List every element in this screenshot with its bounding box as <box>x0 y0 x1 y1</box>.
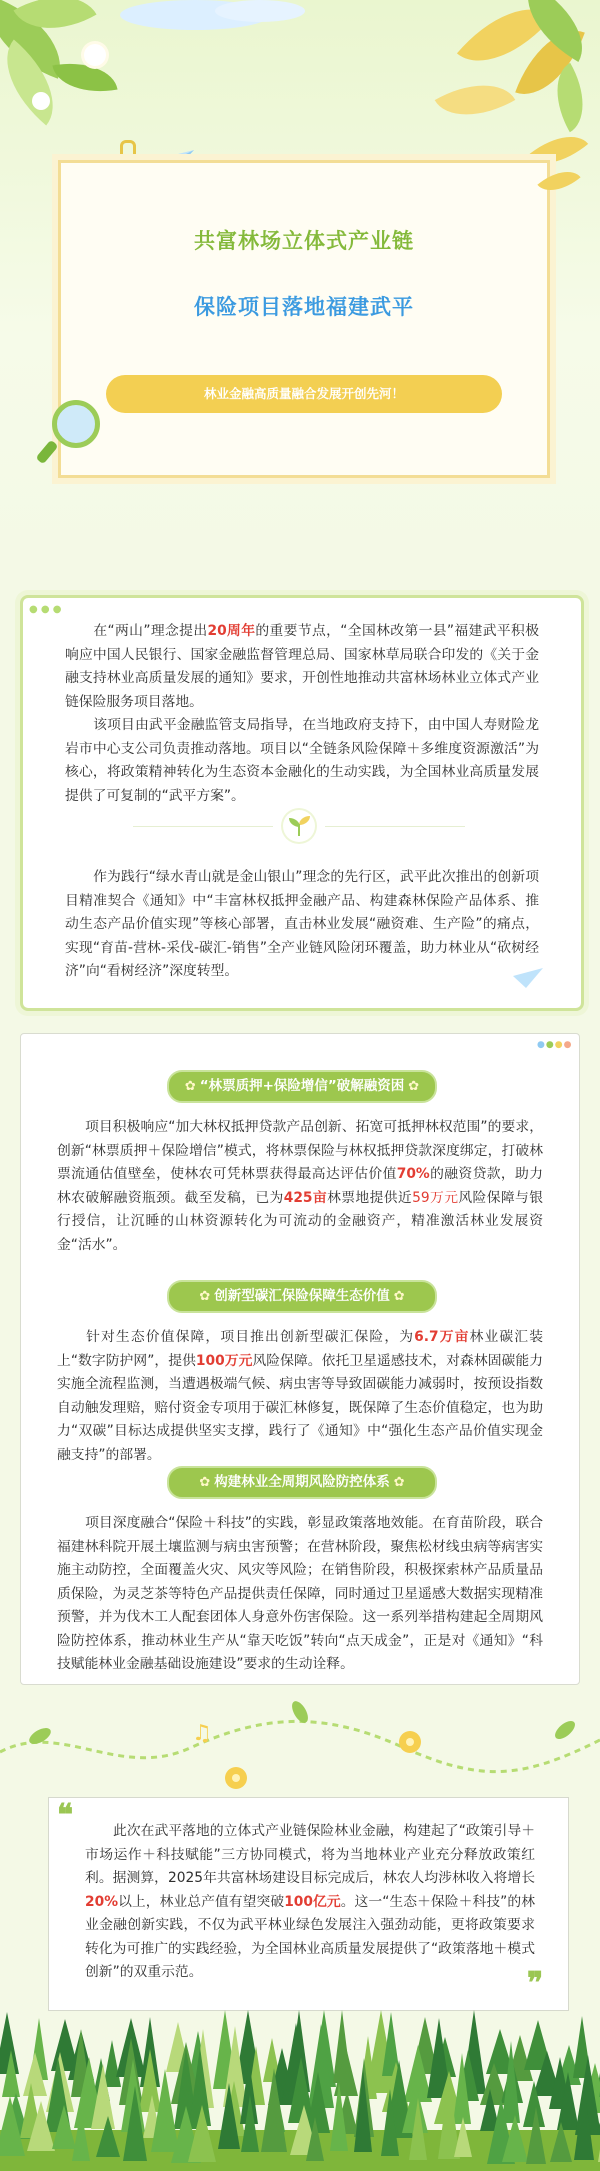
tree-decoration <box>2 2050 20 2097</box>
tree-decoration <box>123 2086 147 2161</box>
tree-decoration <box>27 2101 55 2151</box>
tree-decoration <box>261 2068 287 2152</box>
tree-decoration <box>381 2089 399 2156</box>
flower-icon <box>84 44 106 66</box>
intro-text-2 <box>65 866 539 984</box>
tree-decoration <box>306 2117 324 2161</box>
sprout-icon <box>283 810 315 842</box>
conclusion-paragraph: 此次在武平落地的立体式产业链保险林业金融，构建起了“政策引导＋市场运作＋科技赋能”三方协同模式，将为当地林业产业充分释放政策红利。据测算，2025年共富林场建设目标完成后，林农人均涉林收入将增长20%以上，林业总产值有望突破100亿元。这一“生态＋保险＋科技”的林业金融创新实践，不仅为武平林业绿色发展注入强劲动能，更将政策要求转化为可推广的实践经验，为全国林业高质量发展提供了“政策落地＋模式创新”的双重示范。 <box>85 1823 535 1980</box>
tree-decoration <box>96 2116 120 2157</box>
forest-footer <box>0 2010 600 2171</box>
tree-decoration <box>330 2082 348 2151</box>
section-heading-risk: ✿ 构建林业全周期风险防控体系 ✿ <box>167 1466 437 1499</box>
tree-decoration <box>526 2107 546 2164</box>
tree-decoration <box>188 2105 216 2162</box>
quote-open-icon: ❝ <box>57 1798 74 1833</box>
magnifier-icon <box>40 400 100 460</box>
tree-decoration <box>454 2117 472 2157</box>
tree-decoration <box>218 2083 240 2149</box>
intro-paragraph-1: 在“两山”理念提出20周年的重要节点，“全国林改第一县”福建武平积极响应中国人民银行、国家金融监督管理总局、国家林草局联合印发的《关于金融支持林业高质量发展的通知》要求，开创性地推动共富林场林业立体式产业链保险服务项目落地。 <box>65 623 540 710</box>
page-title-line2: 保险项目落地福建武平 <box>194 295 414 319</box>
tree-decoration <box>241 2095 259 2152</box>
tree-decoration <box>0 2096 25 2156</box>
intro-paragraph-2: 该项目由武平金融监管支局指导，在当地政府支持下，由中国人寿财险龙岩市中心支公司负责推动落地。项目以“全链条风险保障＋多维度资源激活”为核心，将政策精神转化为生态资本金融化的生动实践，为全国林业高质量发展提供了可复制的“武平方案”。 <box>65 717 539 804</box>
section-heading-pledge: ✿ “林票质押+保险增信”破解融资困 ✿ <box>167 1070 437 1103</box>
tree-decoration <box>354 2068 372 2152</box>
pledge-text <box>57 1116 543 1257</box>
conclusion-text <box>85 1820 535 1985</box>
flower-icon <box>32 92 50 110</box>
risk-paragraph: 项目深度融合“保险＋科技”的实践，彰显政策落地效能。在育苗阶段，联合福建林科院开展土壤监测与病虫害预警；在营林阶段，聚焦松材线虫病等病害实施主动防控，全面覆盖火灾、风灾等风险；在销售阶段，积极探索林产品质量品质保险，为灵芝茶等特色产品提供责任保障，同时通过卫星遥感大数据实现精准预警，并为伐木工人配套团体人身意外伤害保险。这一系列举措构建起全周期风险防控体系，推动林业生产从“靠天吃饭”转向“点天成金”，正是对《通知》“科技赋能林业金融基础设施建设”要求的生动诠释。 <box>57 1515 543 1672</box>
svg-text:♫: ♫ <box>192 1721 212 1746</box>
conclusion-card <box>48 1797 569 2011</box>
carbon-text <box>57 1326 543 1467</box>
pledge-paragraph: 项目积极响应“加大林权抵押贷款产品创新、拓宽可抵押林权范围”的要求，创新“林票质押＋保险增信”模式，将林票保险与林权抵押贷款深度绑定，打破林票流通估值壁垒，使林农可凭林票获得最高达评估价值70%的融资贷款，助力林农破解融资瓶颈。截至发稿，已为425亩林票地提供近59万元风险保障与银行授信，让沉睡的山林资源转化为可流动的金融资产，精准激活林业发展资金“活水”。 <box>57 1119 544 1253</box>
subtitle-badge: 林业金融高质量融合发展开创先河！ <box>106 375 502 413</box>
dots-decoration: ●●●● <box>537 1040 573 1050</box>
divider-line <box>133 826 273 827</box>
page-title-line1: 共富林场立体式产业链 <box>194 229 414 253</box>
tree-decoration <box>409 2098 427 2160</box>
intro-text <box>65 620 539 808</box>
tree-decoration <box>574 2086 594 2160</box>
divider-line <box>325 826 465 827</box>
vine-divider <box>0 1690 600 1790</box>
risk-text <box>57 1512 543 1677</box>
section-heading-carbon: ✿ 创新型碳汇保险保障生态价值 ✿ <box>167 1280 437 1313</box>
paper-plane-icon <box>513 968 543 988</box>
tree-decoration <box>72 2109 90 2161</box>
intro-paragraph-3: 作为践行“绿水青山就是金山银山”理念的先行区，武平此次推出的创新项目精准契合《通知》中“丰富林权抵押金融产品、构建森林保险产品体系、推动生态产品价值实现”等核心部署，直击林业发展“融资难、生产险”的痛点，实现“育苗-营林-采伐-碳汇-销售”全产业链风险闭环覆盖，助力林业从“砍树经济”向“看树经济”深度转型。 <box>65 869 539 979</box>
carbon-paragraph: 针对生态价值保障，项目推出创新型碳汇保险，为6.7万亩林业碳汇装上“数字防护网”，提供100万元风险保障。依托卫星遥感技术，对森林固碳能力实施全流程监测，当遭遇极端气候、病虫害等导致固碳能力减弱时，按预设指数自动触发理赔，赔付资金专项用于碳汇林修复，既保障了生态价值稳定，也为助力“双碳”目标达成提供坚实支撑，践行了《通知》中“强化生态产品价值实现金融支持”的部署。 <box>57 1329 544 1463</box>
leaf-cluster-left <box>0 0 130 130</box>
title-card <box>58 160 550 478</box>
intro-card <box>20 595 584 1011</box>
cloud-decoration <box>215 0 305 22</box>
dots-decoration: ● ● ● <box>29 604 62 615</box>
details-card <box>20 1033 580 1685</box>
quote-close-icon: ❞ <box>527 1966 544 2001</box>
tree-decoration <box>550 2122 572 2162</box>
tree-decoration <box>502 2115 528 2162</box>
